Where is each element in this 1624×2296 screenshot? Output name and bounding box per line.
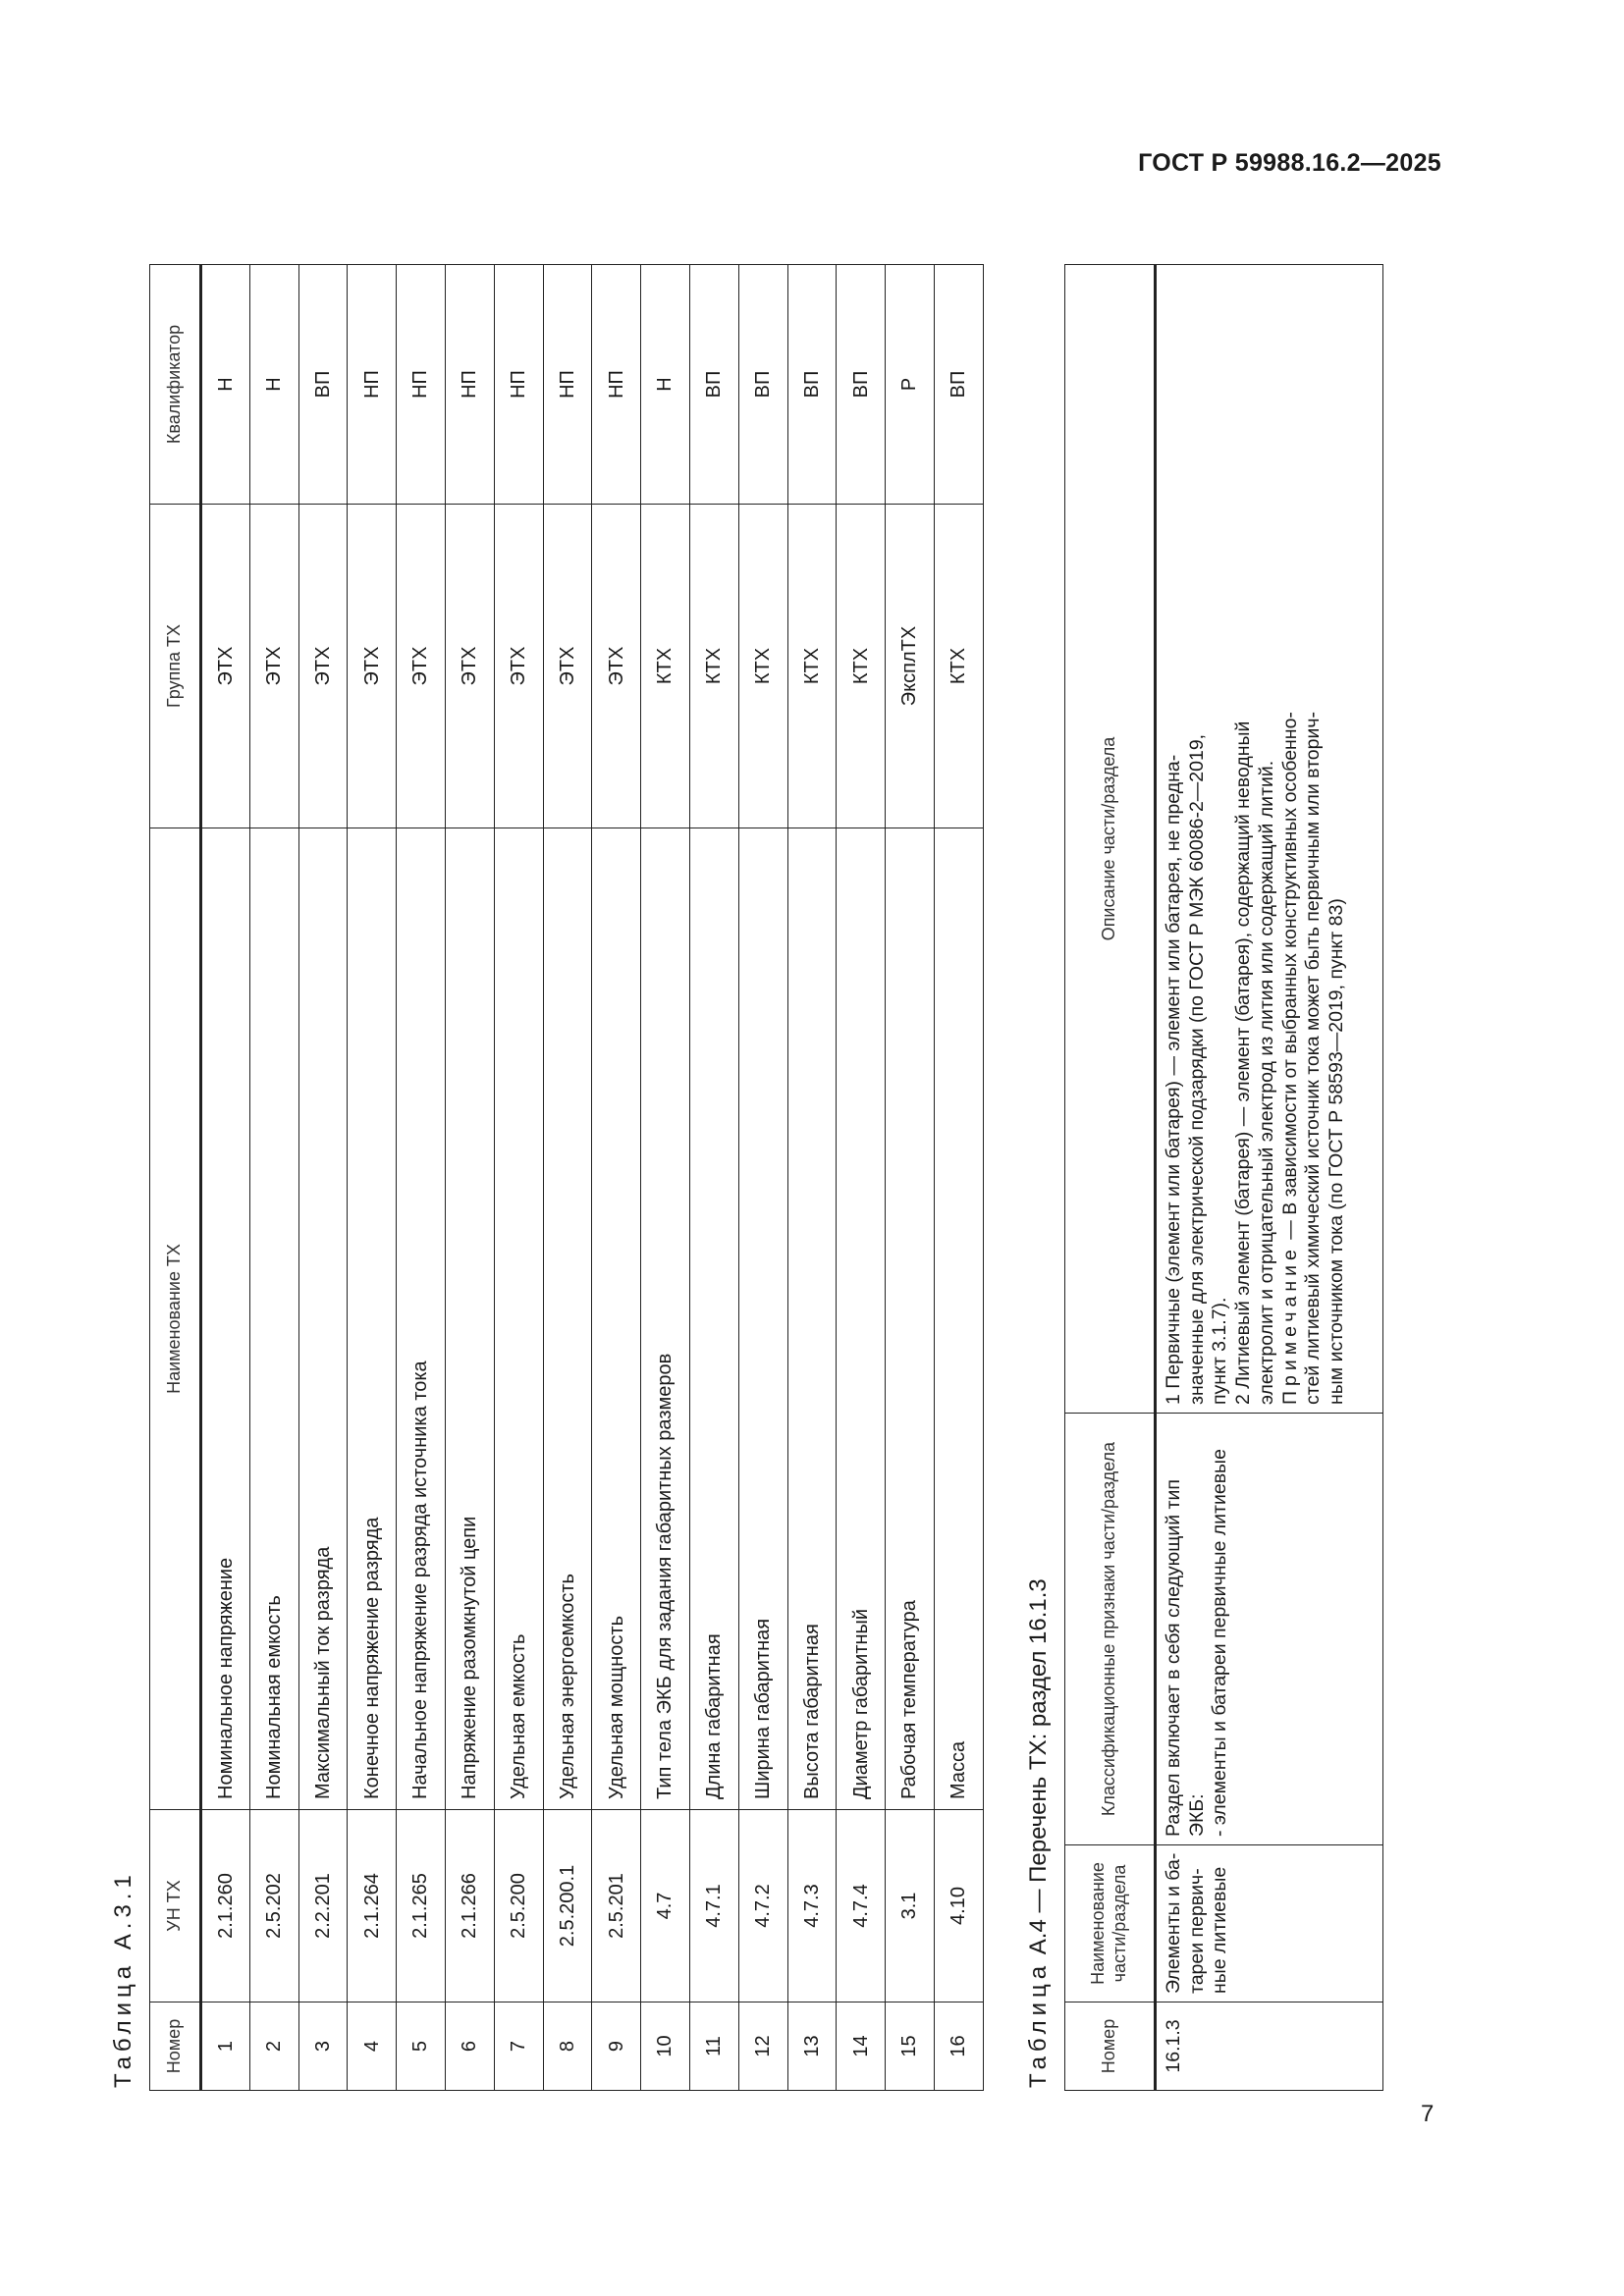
cell-qualifier: ВП (738, 265, 787, 505)
a4-features-line: ЭКБ: (1185, 1793, 1208, 1837)
cell-number: 4 (348, 2002, 397, 2091)
cell-group: КТХ (934, 505, 983, 828)
a4-name-line: Элементы и ба- (1162, 1852, 1184, 1994)
a4-header-features: Классификационные признаки части/раздела (1064, 1414, 1155, 1845)
cell-code: 2.5.200 (494, 1810, 543, 2002)
cell-number: 1 (201, 2002, 250, 2091)
cell-group: ЭТХ (348, 505, 397, 828)
cell-qualifier: Н (201, 265, 250, 505)
table-row (348, 265, 397, 2091)
a4-description-line: пункт 3.1.7). (1209, 1297, 1231, 1405)
cell-name: Рабочая температура (886, 828, 935, 1810)
cell-name: Номинальное напряжение (201, 828, 250, 1810)
a4-features-line: - элементы и батареи первичные литиевые (1209, 1449, 1231, 1837)
cell-qualifier: ВП (689, 265, 738, 505)
cell-number: 3 (298, 2002, 348, 2091)
a4-features-line: Раздел включает в себя следующий тип (1162, 1479, 1184, 1837)
a4-row-features (1155, 1414, 1382, 1845)
table-row (445, 265, 494, 2091)
cell-group: ЭТХ (543, 505, 592, 828)
cell-group: ЭТХ (298, 505, 348, 828)
cell-code: 4.7 (641, 1810, 690, 2002)
table-row (689, 265, 738, 2091)
a4-note-line: стей литиевый химический источник тока может быть первичным или вторич- (1302, 711, 1325, 1405)
a4-description-line: значенные для электрической подзарядки (по ГОСТ Р МЭК 60086-2—2019, (1185, 733, 1208, 1405)
table-row (641, 265, 690, 2091)
a4-description-line: 2 Литиевый элемент (батарея) — элемент (батарея), содержащий неводный (1232, 721, 1255, 1405)
table-a31-header-row (150, 265, 201, 2091)
cell-group: ЭТХ (249, 505, 298, 828)
cell-name: Длина габаритная (689, 828, 738, 1810)
cell-qualifier: НП (592, 265, 641, 505)
cell-group: ЭТХ (201, 505, 250, 828)
a4-name-line: тареи первич- (1185, 1868, 1208, 1994)
cell-name: Масса (934, 828, 983, 1810)
cell-group: КТХ (837, 505, 886, 828)
cell-group: ЭТХ (397, 505, 446, 828)
cell-group: ЭТХ (494, 505, 543, 828)
cell-group: КТХ (641, 505, 690, 828)
cell-number: 16 (934, 2002, 983, 2091)
cell-group: ЭТХ (592, 505, 641, 828)
a4-description-line: электролит и отрицательный электрод из лития или содержащий литий. (1255, 760, 1277, 1405)
table-a4 (1064, 264, 1383, 2091)
cell-code: 4.7.1 (689, 1810, 738, 2002)
rotated-landscape-content (98, 157, 1443, 2091)
cell-name: Тип тела ЭКБ для задания габаритных размеров (641, 828, 690, 1810)
column-header-group: Группа ТХ (150, 505, 201, 828)
cell-number: 15 (886, 2002, 935, 2091)
column-header-name: Наименование ТХ (150, 828, 201, 1810)
table-row (249, 265, 298, 2091)
cell-name: Конечное напряжение разряда (348, 828, 397, 1810)
cell-qualifier: Р (886, 265, 935, 505)
a4-note-line: ным источником тока (по ГОСТ Р 58593—2019, пункт 83) (1326, 898, 1348, 1405)
cell-qualifier: НП (348, 265, 397, 505)
cell-name: Ширина габаритная (738, 828, 787, 1810)
a4-header-description: Описание части/раздела (1064, 265, 1155, 1414)
cell-qualifier: НП (494, 265, 543, 505)
cell-code: 2.5.200.1 (543, 1810, 592, 2002)
cell-group: ЭксплТХ (886, 505, 935, 828)
table-row (543, 265, 592, 2091)
page-number: 7 (1421, 2101, 1435, 2127)
cell-code: 4.7.3 (787, 1810, 837, 2002)
a4-description-line: 1 Первичные (элемент или батарея) — элемент или батарея, не предна- (1162, 754, 1184, 1405)
a4-header-number: Номер (1064, 2002, 1155, 2091)
cell-code: 3.1 (886, 1810, 935, 2002)
cell-qualifier: НП (397, 265, 446, 505)
cell-code: 2.2.201 (298, 1810, 348, 2002)
table-a31-caption: Таблица А.3.1 (110, 1870, 136, 2088)
table-row (934, 265, 983, 2091)
a4-header-name: Наименование части/раздела (1064, 1845, 1155, 2002)
table-row (738, 265, 787, 2091)
cell-qualifier: НП (543, 265, 592, 505)
cell-code: 2.5.202 (249, 1810, 298, 2002)
cell-name: Диаметр габаритный (837, 828, 886, 1810)
cell-code: 4.7.4 (837, 1810, 886, 2002)
table-a31 (149, 264, 984, 2091)
cell-number: 9 (592, 2002, 641, 2091)
table-row (787, 265, 837, 2091)
table-a4-caption-label: Таблица (1024, 1960, 1052, 2088)
table-a4-header-row (1064, 265, 1155, 2091)
cell-qualifier: ВП (837, 265, 886, 505)
a4-name-line: ные литиевые (1209, 1866, 1231, 1994)
table-row (494, 265, 543, 2091)
cell-number: 10 (641, 2002, 690, 2091)
cell-qualifier: ВП (787, 265, 837, 505)
cell-name: Номинальная емкость (249, 828, 298, 1810)
table-row (837, 265, 886, 2091)
cell-number: 5 (397, 2002, 446, 2091)
cell-code: 2.1.264 (348, 1810, 397, 2002)
cell-name: Напряжение разомкнутой цепи (445, 828, 494, 1810)
cell-qualifier: Н (641, 265, 690, 505)
document-code: ГОСТ Р 59988.16.2—2025 (1138, 149, 1441, 177)
cell-name: Удельная энергоемкость (543, 828, 592, 1810)
cell-qualifier: ВП (934, 265, 983, 505)
cell-code: 4.7.2 (738, 1810, 787, 2002)
cell-group: КТХ (738, 505, 787, 828)
a4-row-description (1155, 265, 1382, 1414)
a4-row-number: 16.1.3 (1155, 2002, 1382, 2091)
table-a4-caption (1013, 157, 1064, 2091)
column-header-number: Номер (150, 2002, 201, 2091)
cell-number: 2 (249, 2002, 298, 2091)
cell-qualifier: НП (445, 265, 494, 505)
table-row (397, 265, 446, 2091)
cell-code: 2.1.265 (397, 1810, 446, 2002)
cell-number: 6 (445, 2002, 494, 2091)
a4-note-line (1279, 273, 1303, 1405)
table-row (592, 265, 641, 2091)
table-row (298, 265, 348, 2091)
column-header-qualifier: Квалификатор (150, 265, 201, 505)
cell-name: Удельная мощность (592, 828, 641, 1810)
cell-code: 2.1.266 (445, 1810, 494, 2002)
cell-number: 11 (689, 2002, 738, 2091)
cell-code: 2.1.260 (201, 1810, 250, 2002)
a4-note-label: Примечание (1278, 1245, 1301, 1405)
cell-name: Высота габаритная (787, 828, 837, 1810)
cell-number: 13 (787, 2002, 837, 2091)
cell-number: 14 (837, 2002, 886, 2091)
a4-row-name (1155, 1845, 1382, 2002)
cell-group: КТХ (787, 505, 837, 828)
cell-name: Начальное напряжение разряда источника тока (397, 828, 446, 1810)
cell-name: Удельная емкость (494, 828, 543, 1810)
a4-note-text: — В зависимости от выбранных конструктивных особенно- (1278, 712, 1301, 1246)
table-row (201, 265, 250, 2091)
cell-number: 8 (543, 2002, 592, 2091)
cell-name: Максимальный ток разряда (298, 828, 348, 1810)
a4-row (1155, 265, 1382, 2091)
cell-number: 12 (738, 2002, 787, 2091)
cell-code: 4.10 (934, 1810, 983, 2002)
cell-group: ЭТХ (445, 505, 494, 828)
cell-qualifier: ВП (298, 265, 348, 505)
cell-group: КТХ (689, 505, 738, 828)
table-row (886, 265, 935, 2091)
cell-number: 7 (494, 2002, 543, 2091)
column-header-code: УН ТХ (150, 1810, 201, 2002)
table-a4-caption-title: А.4 — Перечень ТХ: раздел 16.1.3 (1024, 1578, 1052, 1961)
cell-code: 2.5.201 (592, 1810, 641, 2002)
cell-qualifier: Н (249, 265, 298, 505)
